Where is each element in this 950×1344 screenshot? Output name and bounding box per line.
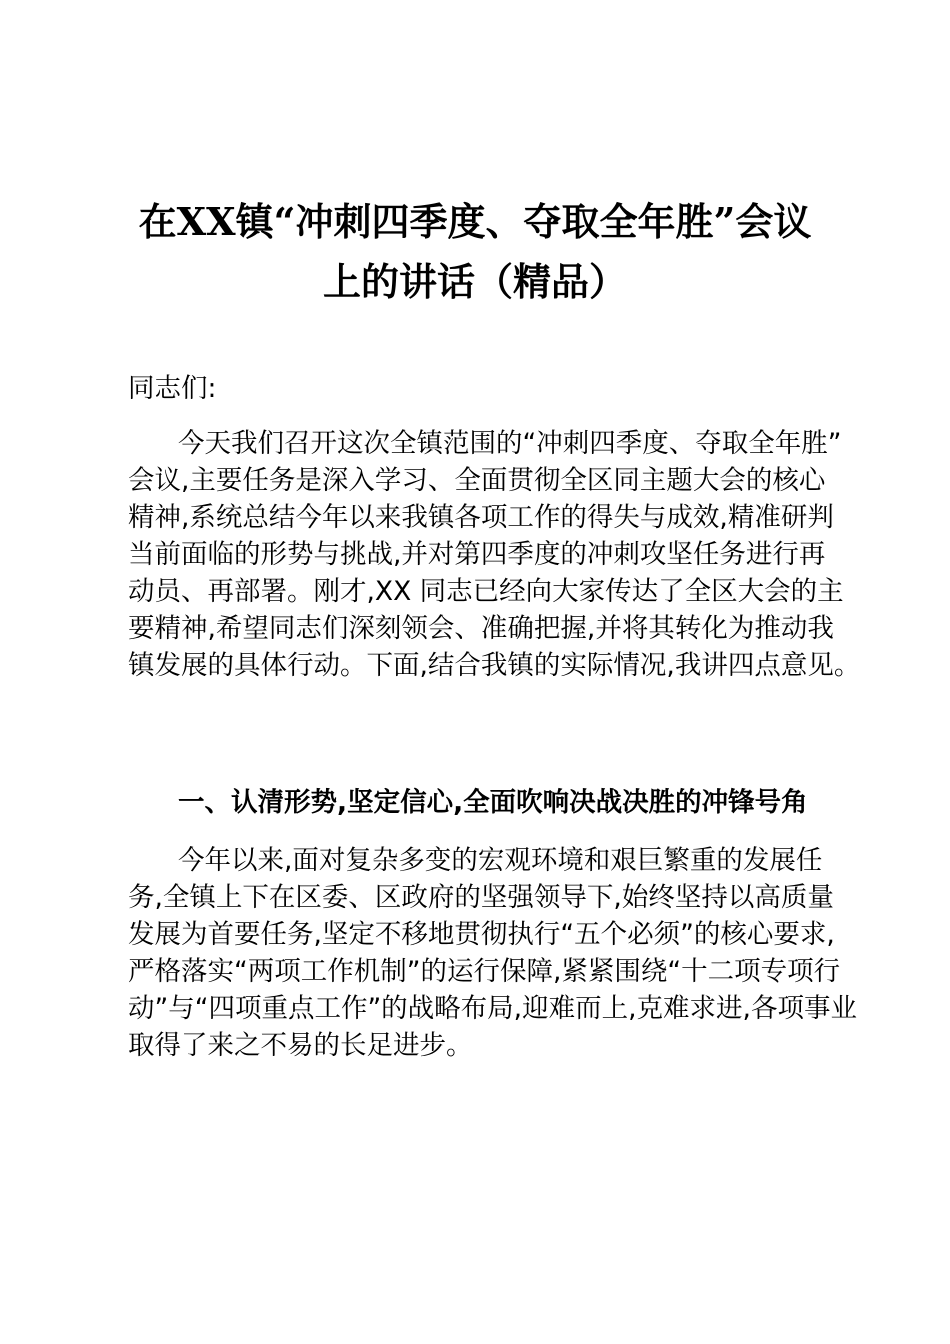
document-title: [110, 192, 840, 312]
paragraph-2-line: 取得了来之不易的长足进步。: [128, 1030, 473, 1061]
paragraph-1-line: 当前面临的形势与挑战,并对第四季度的冲刺攻坚任务进行再: [128, 539, 826, 570]
paragraph-1-line: 镇发展的具体行动。下面,结合我镇的实际情况,我讲四点意见。: [128, 650, 861, 681]
paragraph-1-line: 动员、再部署。刚才,XX 同志已经向大家传达了全区大会的主: [128, 576, 844, 607]
paragraph-2-line: 严格落实“两项工作机制”的运行保障,紧紧围绕“十二项专项行: [128, 956, 841, 987]
paragraph-1: [128, 425, 861, 684]
paragraph-2-line: 发展为首要任务,坚定不移地贯彻执行“五个必须”的核心要求,: [128, 919, 835, 950]
salutation-text: 同志们:: [128, 373, 217, 404]
section-1-heading: [128, 784, 828, 821]
title-line-1: 在XX镇“冲刺四季度、夺取全年胜”会议: [138, 199, 812, 244]
section-1-heading-text: 一、认清形势,坚定信心,全面吹响决战决胜的冲锋号角: [178, 787, 808, 818]
paragraph-1-line: 要精神,希望同志们深刻领会、准确把握,并将其转化为推动我: [128, 613, 834, 644]
paragraph-1-line: 精神,系统总结今年以来我镇各项工作的得失与成效,精准研判: [128, 502, 834, 533]
title-line-2: 上的讲话（精品）: [322, 259, 627, 304]
salutation: [128, 370, 828, 407]
paragraph-2-line: 务,全镇上下在区委、区政府的坚强领导下,始终坚持以高质量: [128, 882, 834, 913]
paragraph-1-line: 今天我们召开这次全镇范围的“冲刺四季度、夺取全年胜”: [178, 428, 842, 459]
paragraph-1-line: 会议,主要任务是深入学习、全面贯彻全区同主题大会的核心: [128, 465, 826, 496]
paragraph-2-line: 动”与“四项重点工作”的战略布局,迎难而上,克难求进,各项事业: [128, 993, 857, 1024]
paragraph-2: [128, 842, 857, 1064]
paragraph-2-line: 今年以来,面对复杂多变的宏观环境和艰巨繁重的发展任: [178, 845, 823, 876]
